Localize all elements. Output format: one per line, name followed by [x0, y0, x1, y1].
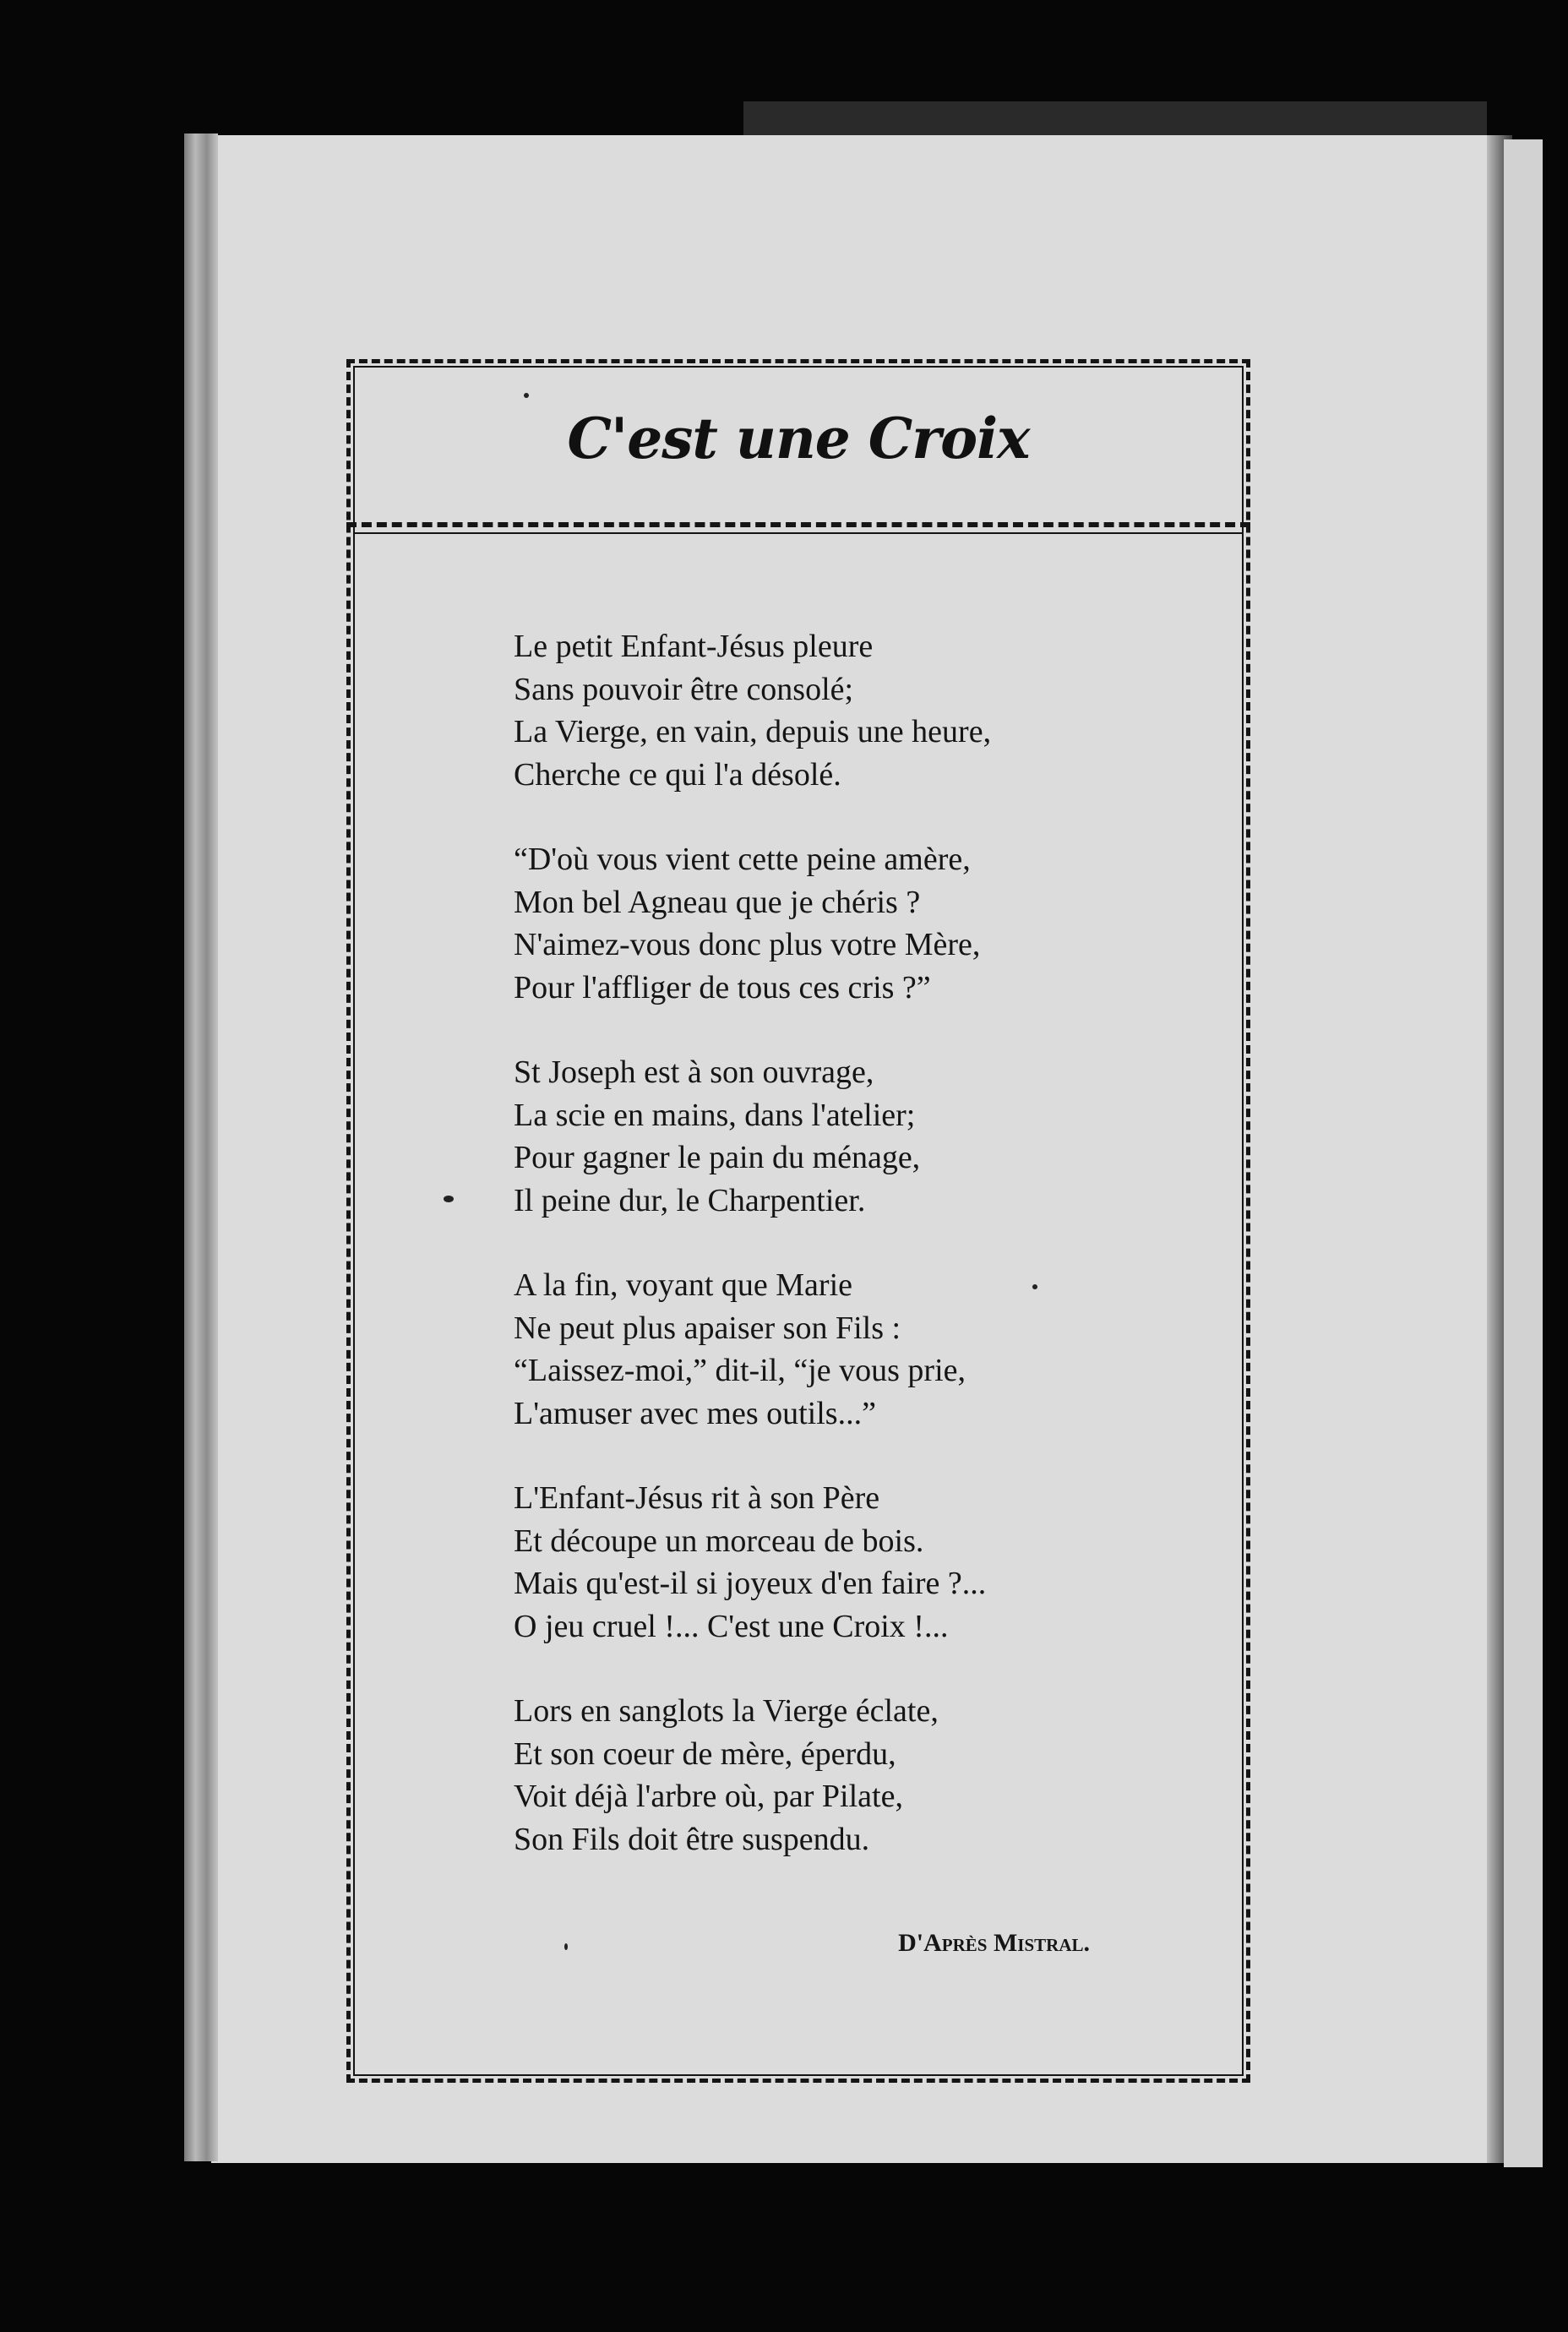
- poem-attribution: D'Après Mistral.: [898, 1929, 1090, 1957]
- poem-line: Cherche ce qui l'a désolé.: [514, 756, 841, 793]
- title-divider-inner: [353, 532, 1244, 534]
- poem-line: Pour l'affliger de tous ces cris ?”: [514, 969, 931, 1005]
- poem-line: La scie en mains, dans l'atelier;: [514, 1097, 916, 1133]
- facing-page-edge: [1504, 139, 1543, 2167]
- poem-line: Son Fils doit être suspendu.: [514, 1821, 870, 1857]
- poem-line: L'Enfant-Jésus rit à son Père: [514, 1480, 880, 1516]
- poem-line: Voit déjà l'arbre où, par Pilate,: [514, 1779, 903, 1814]
- poem-line: Pour gagner le pain du ménage,: [514, 1140, 921, 1175]
- poem-line: O jeu cruel !... C'est une Croix !...: [514, 1608, 949, 1644]
- stanza: [514, 625, 1156, 796]
- page-stack-edge: [184, 133, 218, 2161]
- poem-line: La Vierge, en vain, depuis une heure,: [514, 714, 992, 749]
- poem-line: Lors en sanglots la Vierge éclate,: [514, 1693, 939, 1729]
- stanza: [514, 1264, 1156, 1435]
- poem-line: A la fin, voyant que Marie: [514, 1267, 853, 1303]
- dust-speck: [524, 393, 529, 398]
- poem-line: St Joseph est à son ouvrage,: [514, 1054, 874, 1090]
- poem-line: Et découpe un morceau de bois.: [514, 1523, 924, 1559]
- dust-speck: [1032, 1284, 1037, 1289]
- stanza: [514, 1477, 1156, 1648]
- poem-title: C'est une Croix: [567, 406, 1030, 471]
- poem-line: Ne peut plus apaiser son Fils :: [514, 1310, 901, 1346]
- poem-line: Il peine dur, le Charpentier.: [514, 1182, 866, 1218]
- poem-line: “D'où vous vient cette peine amère,: [514, 842, 971, 877]
- stanza: [514, 1051, 1156, 1222]
- poem-line: L'amuser avec mes outils...”: [514, 1395, 876, 1431]
- poem-line: “Laissez-moi,” dit-il, “je vous prie,: [514, 1353, 966, 1388]
- stanza: [514, 838, 1156, 1009]
- dust-speck: [564, 1943, 568, 1950]
- poem-body: [514, 625, 1156, 1903]
- title-divider: [346, 522, 1250, 527]
- poem-line: N'aimez-vous donc plus votre Mère,: [514, 927, 981, 962]
- poem-line: Le petit Enfant-Jésus pleure: [514, 629, 874, 664]
- stanza: [514, 1690, 1156, 1861]
- poem-line: Mais qu'est-il si joyeux d'en faire ?...: [514, 1566, 987, 1601]
- poem-line: Sans pouvoir être consolé;: [514, 671, 854, 707]
- dust-speck: [444, 1196, 454, 1202]
- poem-line: Mon bel Agneau que je chéris ?: [514, 884, 921, 920]
- poem-line: Et son coeur de mère, éperdu,: [514, 1735, 896, 1772]
